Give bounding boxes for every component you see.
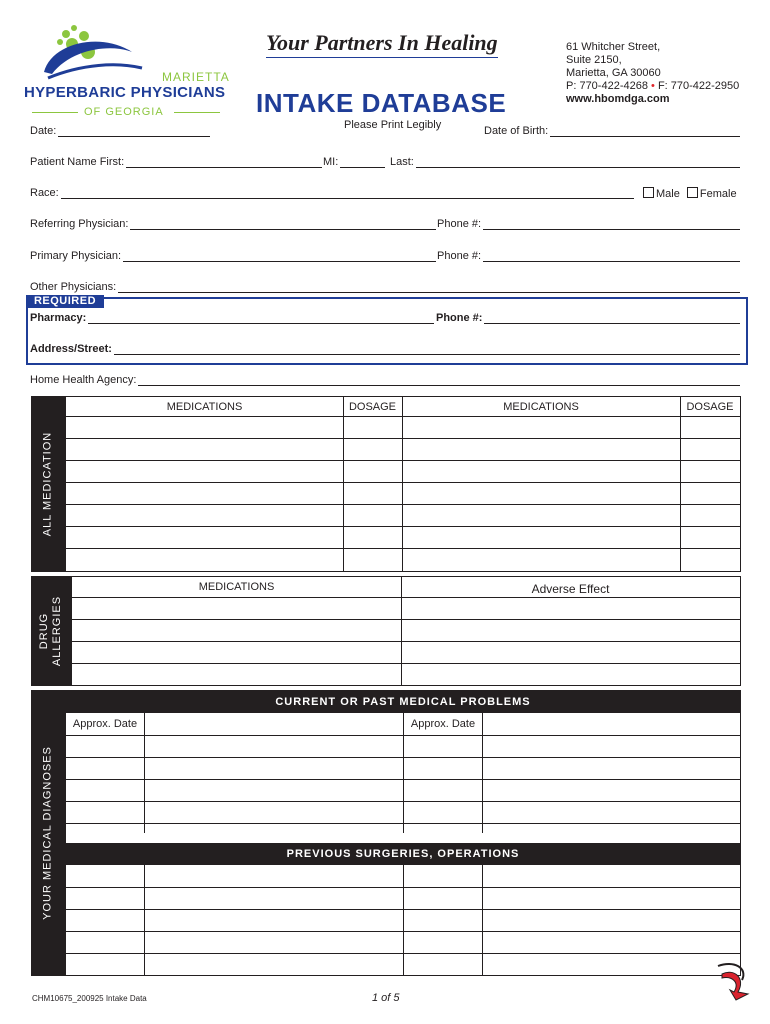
table-row[interactable] — [72, 641, 740, 642]
table-row[interactable] — [66, 757, 740, 758]
last-name-input-line[interactable] — [416, 156, 740, 168]
table-row[interactable] — [66, 438, 740, 439]
contact-block — [566, 41, 739, 106]
current-past-problems-band: CURRENT OR PAST MEDICAL PROBLEMS — [66, 691, 740, 713]
tagline: Your Partners In Healing — [266, 30, 498, 55]
middle-initial-field[interactable] — [323, 156, 385, 168]
table-row[interactable] — [66, 526, 740, 527]
patient-name-first-input-line[interactable] — [126, 156, 322, 168]
table-row[interactable] — [72, 663, 740, 664]
other-physicians-field[interactable] — [30, 281, 740, 293]
logo-georgia-rule — [32, 106, 232, 118]
pharmacy-address-label: Address/Street: — [30, 343, 112, 355]
table-row[interactable] — [66, 887, 740, 888]
pharmacy-phone-label: Phone #: — [436, 312, 483, 324]
race-label: Race: — [30, 187, 59, 199]
primary-physician-label: Primary Physician: — [30, 250, 122, 262]
previous-surgeries-band: PREVIOUS SURGERIES, OPERATIONS — [66, 843, 740, 865]
all-medication-label: ALL MEDICATION — [41, 431, 54, 537]
primary-physician-input-line[interactable] — [123, 250, 436, 262]
male-checkbox[interactable] — [643, 188, 680, 200]
referring-physician-input-line[interactable] — [130, 218, 436, 230]
other-physicians-input-line[interactable] — [118, 281, 740, 293]
referring-physician-label: Referring Physician: — [30, 218, 129, 230]
page-title: INTAKE DATABASE — [256, 88, 507, 118]
medications-header-left: MEDICATIONS — [166, 401, 243, 413]
pharmacy-label: Pharmacy: — [30, 312, 87, 324]
diagnoses-label: YOUR MEDICAL DIAGNOSES — [41, 746, 54, 920]
race-field[interactable] — [30, 187, 634, 199]
male-label: Male — [656, 188, 680, 200]
drug-allergies-label: DRUG ALLERGIES — [38, 595, 63, 667]
office-phone: P: 770-422-4268 — [566, 80, 648, 92]
primary-phone-input-line[interactable] — [483, 250, 740, 262]
pharmacy-phone-input-line[interactable] — [484, 312, 740, 324]
middle-initial-input-line[interactable] — [340, 156, 385, 168]
pharmacy-input-line[interactable] — [88, 312, 434, 324]
approx-date-header-right: Approx. Date — [410, 718, 476, 730]
table-row[interactable] — [72, 619, 740, 620]
address-line1: 61 Whitcher Street, — [566, 41, 661, 53]
table-row[interactable] — [66, 548, 740, 549]
pharmacy-address-input-line[interactable] — [114, 343, 740, 355]
logo-hyperbaric: HYPERBARIC PHYSICIANS — [24, 84, 226, 101]
table-row[interactable] — [66, 909, 740, 910]
pharmacy-field[interactable] — [30, 312, 434, 324]
primary-physician-field[interactable] — [30, 250, 436, 262]
pharmacy-phone-field[interactable] — [436, 312, 740, 324]
pharmacy-address-field[interactable] — [30, 343, 740, 355]
website-link[interactable]: www.hbomdga.com — [566, 93, 670, 105]
last-name-label: Last: — [390, 156, 414, 168]
referring-phone-label: Phone #: — [437, 218, 482, 230]
referring-phone-field[interactable] — [437, 218, 740, 230]
phone-fax-line — [566, 80, 739, 93]
diagnoses-table — [65, 690, 741, 976]
adverse-effect-header: Adverse Effect — [531, 582, 610, 596]
patient-name-first-field[interactable] — [30, 156, 322, 168]
primary-phone-label: Phone #: — [437, 250, 482, 262]
logo-marietta: MARIETTA — [162, 70, 230, 84]
dosage-header-left: DOSAGE — [348, 401, 397, 413]
home-health-agency-input-line[interactable] — [138, 374, 740, 386]
diagnoses-sidebar — [31, 690, 65, 976]
dob-label: Date of Birth: — [484, 125, 549, 137]
drug-allergies-sidebar — [31, 576, 71, 686]
page-number: 1 of 5 — [372, 992, 400, 1004]
table-row[interactable] — [66, 504, 740, 505]
date-input-line[interactable] — [58, 125, 210, 137]
all-medication-sidebar — [31, 396, 65, 572]
form-code: CHM10675_200925 Intake Data — [32, 994, 147, 1003]
referring-phone-input-line[interactable] — [483, 218, 740, 230]
address-line2: Suite 2150, — [566, 54, 622, 66]
referring-physician-field[interactable] — [30, 218, 436, 230]
next-page-arrow-icon[interactable] — [712, 958, 756, 1002]
bullet-icon: • — [651, 80, 655, 92]
allergies-table — [71, 576, 741, 686]
date-field[interactable] — [30, 125, 210, 137]
address-line3: Marietta, GA 30060 — [566, 67, 661, 79]
table-row[interactable] — [66, 460, 740, 461]
home-health-agency-field[interactable] — [30, 374, 740, 386]
other-physicians-label: Other Physicians: — [30, 281, 117, 293]
table-row[interactable] — [66, 779, 740, 780]
table-row[interactable] — [66, 823, 740, 824]
required-tag: REQUIRED — [26, 295, 104, 308]
home-health-agency-label: Home Health Agency: — [30, 374, 137, 386]
date-label: Date: — [30, 125, 57, 137]
dob-input-line[interactable] — [550, 125, 740, 137]
table-row[interactable] — [66, 931, 740, 932]
patient-name-first-label: Patient Name First: — [30, 156, 125, 168]
medications-header-right: MEDICATIONS — [503, 401, 579, 413]
last-name-field[interactable] — [390, 156, 740, 168]
table-row[interactable] — [66, 801, 740, 802]
female-label: Female — [699, 188, 737, 200]
middle-initial-label: MI: — [323, 156, 339, 168]
table-row[interactable] — [66, 482, 740, 483]
race-input-line[interactable] — [61, 187, 634, 199]
tagline-underline — [266, 57, 498, 58]
medication-table — [65, 396, 741, 572]
dob-field[interactable] — [484, 125, 740, 137]
primary-phone-field[interactable] — [437, 250, 740, 262]
page-subtitle: Please Print Legibly — [344, 119, 442, 131]
table-row[interactable] — [66, 953, 740, 954]
gender-options — [643, 187, 737, 200]
office-fax: F: 770-422-2950 — [657, 80, 740, 92]
female-checkbox[interactable] — [687, 188, 737, 200]
approx-date-header-left: Approx. Date — [72, 718, 138, 730]
allergy-medications-header: MEDICATIONS — [198, 581, 275, 593]
logo-georgia: OF GEORGIA — [84, 106, 164, 118]
logo — [22, 22, 230, 122]
dosage-header-right: DOSAGE — [686, 401, 734, 413]
